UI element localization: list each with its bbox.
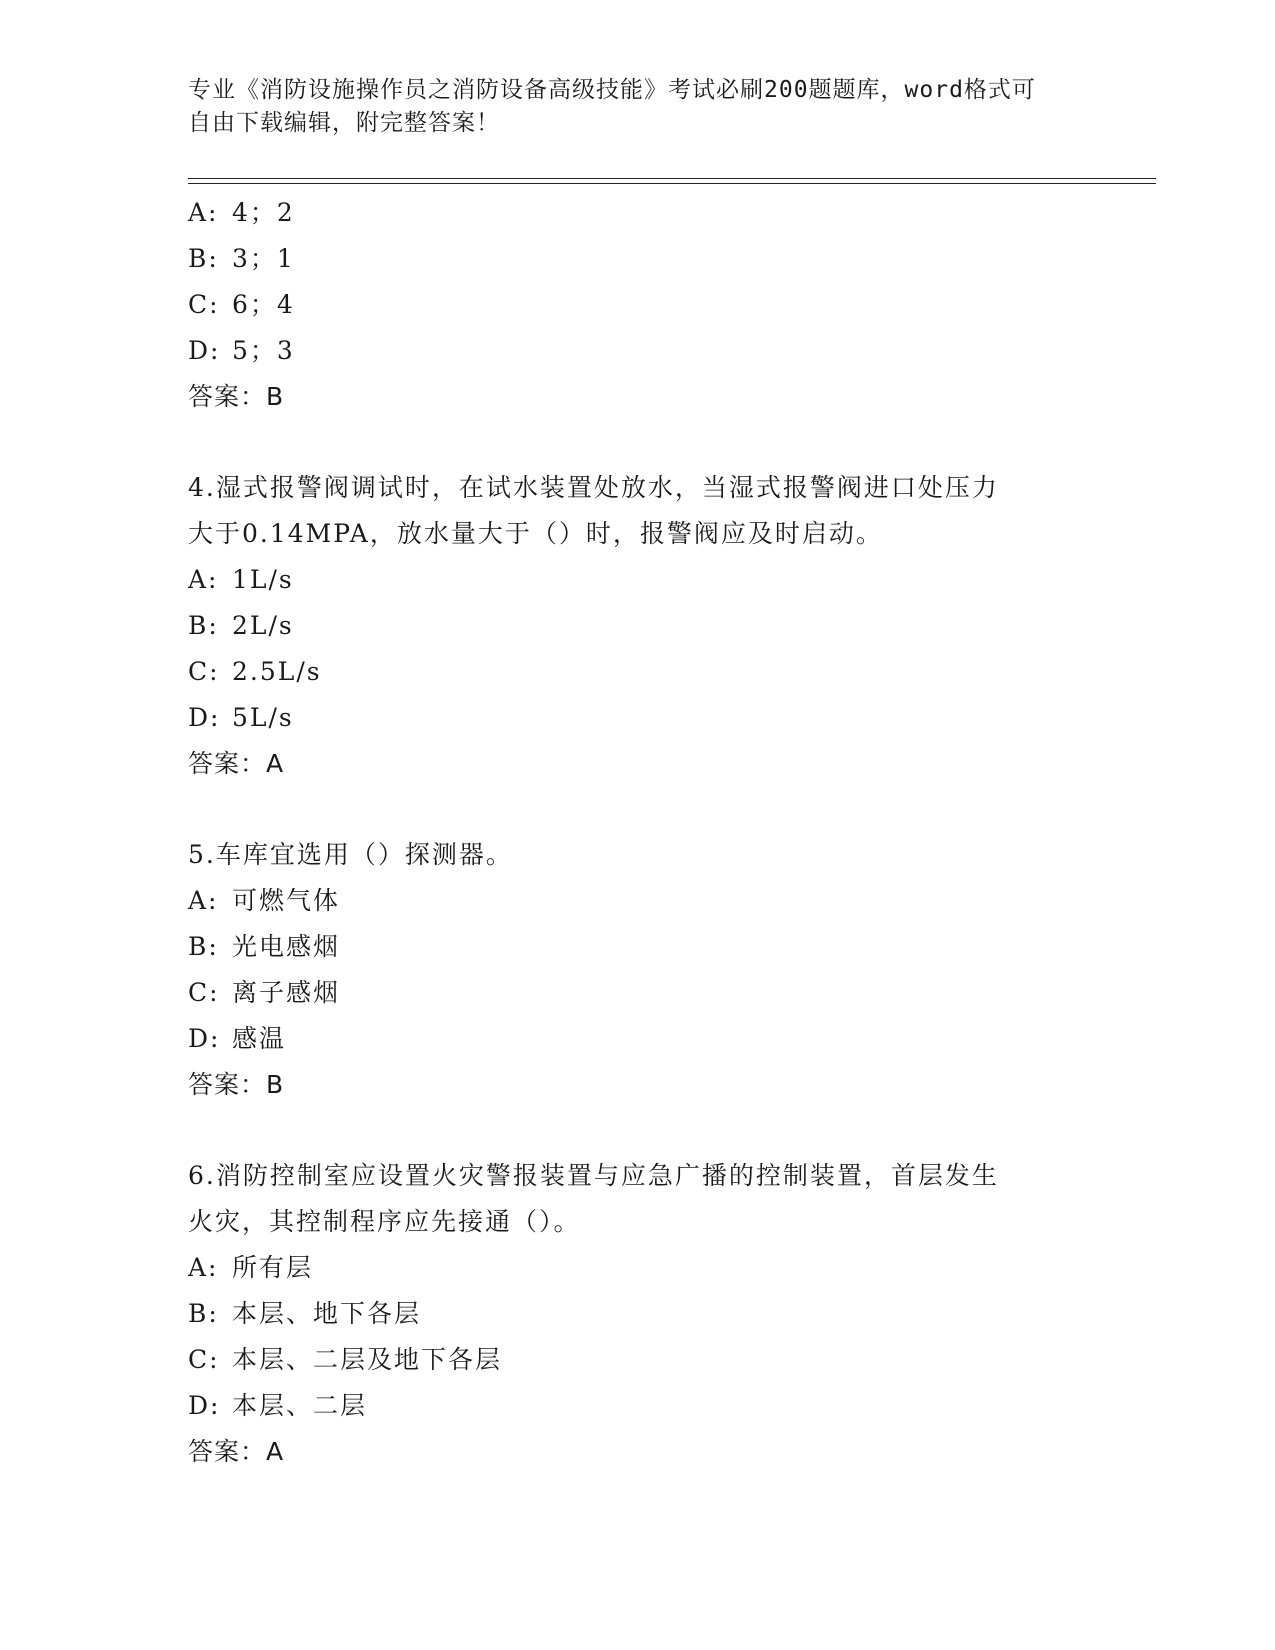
- header-divider-bottom: [188, 183, 1156, 184]
- option-d: D: 5；3: [188, 336, 295, 365]
- question-text-line-1: 4.湿式报警阀调试时，在试水装置处放水，当湿式报警阀进口处压力: [188, 473, 999, 502]
- answer: 答案：B: [188, 382, 285, 411]
- option-b: B: 2L/s: [188, 611, 294, 640]
- question-5: [188, 832, 1088, 1108]
- option-c: C: 本层、二层及地下各层: [188, 1345, 503, 1374]
- option-a: A: 可燃气体: [188, 886, 341, 915]
- option-a: A: 1L/s: [188, 565, 294, 594]
- question-list: [188, 190, 1088, 1475]
- option-d: D: 感温: [188, 1024, 287, 1053]
- option-c: C: 离子感烟: [188, 978, 341, 1007]
- answer: 答案：A: [188, 749, 285, 778]
- option-d: D: 5L/s: [188, 703, 294, 732]
- question-4: [188, 465, 1088, 787]
- option-b: B: 光电感烟: [188, 932, 341, 961]
- option-a: A: 所有层: [188, 1253, 314, 1282]
- option-c: C: 2.5L/s: [188, 657, 322, 686]
- option-b: B: 本层、地下各层: [188, 1299, 422, 1328]
- question-3: [188, 190, 1088, 420]
- header-line-1: 专业《消防设施操作员之消防设备高级技能》考试必刷200题题库，word格式可: [188, 77, 1036, 103]
- answer: 答案：A: [188, 1437, 285, 1466]
- option-d: D: 本层、二层: [188, 1391, 368, 1420]
- option-c: C: 6；4: [188, 290, 295, 319]
- question-text-line-2: 大于0.14MPA，放水量大于（）时，报警阀应及时启动。: [188, 519, 883, 548]
- option-b: B: 3；1: [188, 244, 295, 273]
- header-line-2: 自由下载编辑，附完整答案！: [188, 110, 500, 136]
- option-a: A: 4；2: [188, 198, 295, 227]
- question-text-line-1: 5.车库宜选用（）探测器。: [188, 840, 513, 869]
- question-6: [188, 1153, 1088, 1475]
- header-divider-top: [188, 178, 1156, 179]
- question-text-line-1: 6.消防控制室应设置火灾警报装置与应急广播的控制装置，首层发生: [188, 1161, 999, 1190]
- question-text-line-2: 火灾，其控制程序应先接通（）。: [188, 1207, 581, 1236]
- answer: 答案：B: [188, 1070, 285, 1099]
- document-header: [188, 74, 1068, 140]
